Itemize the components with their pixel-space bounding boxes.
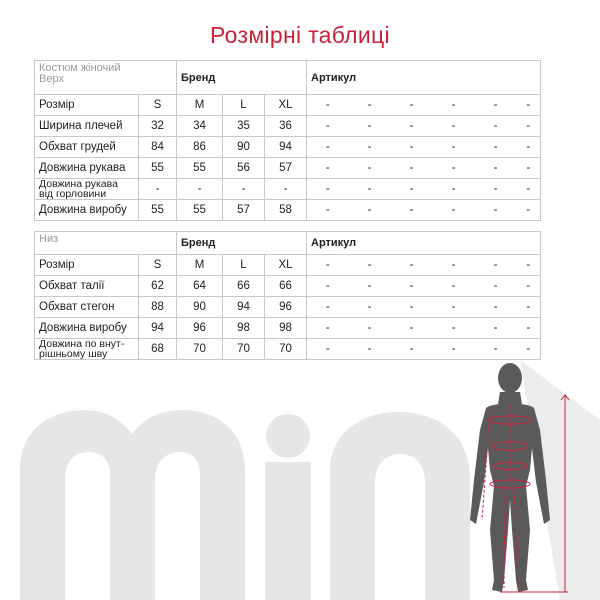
size-value: 55 <box>139 200 177 221</box>
size-value: 94 <box>265 137 307 158</box>
article-value: - <box>475 200 517 221</box>
article-value: - <box>475 158 517 179</box>
size-value: 34 <box>177 116 223 137</box>
table-row <box>35 158 541 179</box>
article-value: - <box>475 255 517 276</box>
figure-shadow <box>520 360 600 600</box>
article-value: - <box>349 297 391 318</box>
article-value: - <box>307 137 349 158</box>
size-value: XL <box>265 255 307 276</box>
size-value: - <box>223 179 265 200</box>
article-value: - <box>517 255 541 276</box>
article-value: - <box>475 95 517 116</box>
article-value: - <box>475 297 517 318</box>
article-value: - <box>307 255 349 276</box>
article-value: - <box>517 200 541 221</box>
bottom-article-header: Артикул <box>307 232 541 255</box>
size-value: XL <box>265 95 307 116</box>
article-value: - <box>307 200 349 221</box>
article-value: - <box>475 318 517 339</box>
top-table-name: Костюм жіночий Верх <box>35 61 177 95</box>
size-value: 55 <box>139 158 177 179</box>
article-value: - <box>475 339 517 360</box>
article-value: - <box>391 297 433 318</box>
row-label: Розмір <box>35 255 139 276</box>
article-value: - <box>517 158 541 179</box>
article-value: - <box>349 200 391 221</box>
article-value: - <box>391 255 433 276</box>
size-value: S <box>139 255 177 276</box>
article-value: - <box>517 318 541 339</box>
page-title: Розмірні таблиці <box>210 22 390 48</box>
bottom-brand-header: Бренд <box>177 232 307 255</box>
size-value: 36 <box>265 116 307 137</box>
size-value: 55 <box>177 158 223 179</box>
article-value: - <box>391 200 433 221</box>
row-label: Обхват грудей <box>35 137 139 158</box>
table-row <box>35 297 541 318</box>
size-value: L <box>223 95 265 116</box>
article-value: - <box>349 276 391 297</box>
article-value: - <box>349 255 391 276</box>
size-value: - <box>177 179 223 200</box>
article-value: - <box>391 339 433 360</box>
article-value: - <box>433 297 475 318</box>
article-value: - <box>307 297 349 318</box>
top-size-table <box>34 60 541 221</box>
article-value: - <box>433 95 475 116</box>
size-value: 55 <box>177 200 223 221</box>
table-row <box>35 116 541 137</box>
table-row <box>35 179 541 200</box>
article-value: - <box>391 276 433 297</box>
article-value: - <box>433 158 475 179</box>
table-row <box>35 200 541 221</box>
row-label: Обхват талії <box>35 276 139 297</box>
article-value: - <box>517 116 541 137</box>
article-value: - <box>517 137 541 158</box>
size-value: M <box>177 95 223 116</box>
article-value: - <box>307 158 349 179</box>
article-value: - <box>433 318 475 339</box>
article-value: - <box>349 318 391 339</box>
article-value: - <box>433 137 475 158</box>
size-value: 94 <box>223 297 265 318</box>
table-row <box>35 95 541 116</box>
size-value: 32 <box>139 116 177 137</box>
table-row <box>35 339 541 360</box>
top-brand-header: Бренд <box>177 61 307 95</box>
article-value: - <box>307 276 349 297</box>
size-value: 98 <box>223 318 265 339</box>
article-value: - <box>349 179 391 200</box>
article-value: - <box>433 276 475 297</box>
size-value: 58 <box>265 200 307 221</box>
table-row <box>35 318 541 339</box>
top-article-header: Артикул <box>307 61 541 95</box>
size-value: 66 <box>223 276 265 297</box>
size-value: 70 <box>265 339 307 360</box>
size-value: 56 <box>223 158 265 179</box>
article-value: - <box>307 318 349 339</box>
article-value: - <box>391 179 433 200</box>
size-value: 94 <box>139 318 177 339</box>
row-label: Довжина виробу <box>35 318 139 339</box>
bottom-table-name: Низ <box>35 232 177 255</box>
article-value: - <box>349 339 391 360</box>
article-value: - <box>391 318 433 339</box>
article-value: - <box>307 95 349 116</box>
article-value: - <box>433 255 475 276</box>
row-label: Довжина виробу <box>35 200 139 221</box>
row-label: Обхват стегон <box>35 297 139 318</box>
size-value: 96 <box>177 318 223 339</box>
size-value: L <box>223 255 265 276</box>
size-value: S <box>139 95 177 116</box>
article-value: - <box>391 95 433 116</box>
size-value: 90 <box>177 297 223 318</box>
row-label: Довжина рукава <box>35 158 139 179</box>
size-value: - <box>265 179 307 200</box>
article-value: - <box>475 116 517 137</box>
brand-logo-watermark <box>20 410 470 600</box>
article-value: - <box>517 339 541 360</box>
article-value: - <box>391 158 433 179</box>
size-value: 96 <box>265 297 307 318</box>
article-value: - <box>391 137 433 158</box>
table-row <box>35 137 541 158</box>
article-value: - <box>433 200 475 221</box>
article-value: - <box>433 116 475 137</box>
size-value: 57 <box>265 158 307 179</box>
size-value: 98 <box>265 318 307 339</box>
article-value: - <box>307 116 349 137</box>
size-value: 57 <box>223 200 265 221</box>
article-value: - <box>349 137 391 158</box>
table-row <box>35 255 541 276</box>
size-value: 84 <box>139 137 177 158</box>
article-value: - <box>433 179 475 200</box>
size-value: 66 <box>265 276 307 297</box>
size-value: 88 <box>139 297 177 318</box>
article-value: - <box>517 276 541 297</box>
article-value: - <box>349 158 391 179</box>
article-value: - <box>475 137 517 158</box>
article-value: - <box>517 95 541 116</box>
bottom-size-table <box>34 231 541 360</box>
row-label: Довжина по внут- рішньому шву <box>35 339 139 360</box>
size-value: 90 <box>223 137 265 158</box>
size-value: M <box>177 255 223 276</box>
size-value: 62 <box>139 276 177 297</box>
size-value: 70 <box>177 339 223 360</box>
size-value: - <box>139 179 177 200</box>
size-value: 35 <box>223 116 265 137</box>
article-value: - <box>475 179 517 200</box>
article-value: - <box>391 116 433 137</box>
article-value: - <box>433 339 475 360</box>
size-value: 86 <box>177 137 223 158</box>
article-value: - <box>307 179 349 200</box>
row-label: Ширина плечей <box>35 116 139 137</box>
article-value: - <box>517 179 541 200</box>
size-value: 68 <box>139 339 177 360</box>
row-label: Довжина рукава від горловини <box>35 179 139 200</box>
article-value: - <box>307 339 349 360</box>
size-value: 70 <box>223 339 265 360</box>
size-value: 64 <box>177 276 223 297</box>
table-row <box>35 276 541 297</box>
article-value: - <box>349 95 391 116</box>
article-value: - <box>475 276 517 297</box>
row-label: Розмір <box>35 95 139 116</box>
article-value: - <box>517 297 541 318</box>
article-value: - <box>349 116 391 137</box>
